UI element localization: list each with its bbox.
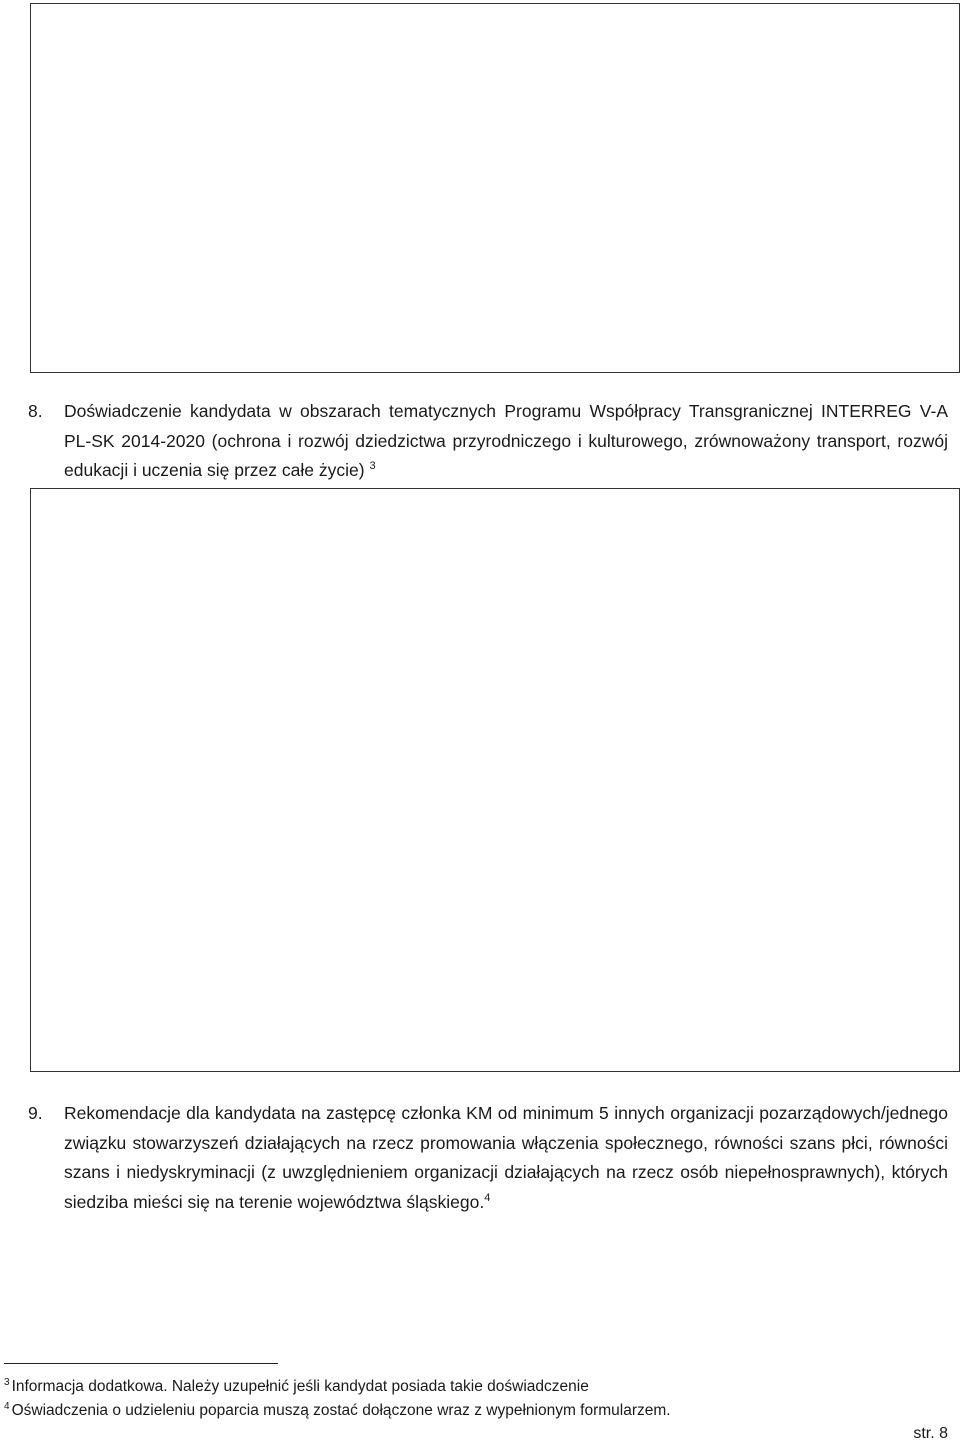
footnote-4 — [4, 1400, 944, 1422]
section-8-text: Doświadczenie kandydata w obszarach tematycznych Programu Współpracy Transgranicznej INTERREG V-A PL-SK 2014-2020 (ochrona i rozwój dziedzictwa przyrodniczego i kulturowego, zrównoważony transport, rozwój edukacji i uczenia się przez całe życie) — [64, 401, 948, 480]
footnote-separator — [4, 1363, 278, 1364]
footnote-3-marker: 3 — [4, 1377, 10, 1388]
section-8-heading — [28, 397, 948, 486]
section-9-heading — [28, 1099, 948, 1217]
footnote-3-text: Informacja dodatkowa. Należy uzupełnić jeśli kandydat posiada takie doświadczenie — [11, 1378, 589, 1395]
footnote-4-text: Oświadczenia o udzieleniu poparcia muszą zostać dołączone wraz z wypełnionym formularzem. — [11, 1402, 671, 1419]
section-9-text-block — [64, 1099, 948, 1217]
answer-box-section-8[interactable] — [30, 488, 960, 1072]
section-9-footnote-ref[interactable]: 4 — [484, 1191, 491, 1204]
footnote-3 — [4, 1376, 944, 1398]
section-9-number: 9. — [28, 1103, 43, 1123]
section-8-text-block — [64, 397, 948, 486]
answer-box-previous-section[interactable] — [30, 3, 960, 373]
section-9-text: Rekomendacje dla kandydata na zastępcę członka KM od minimum 5 innych organizacji pozarządowych/jednego związku stowarzyszeń działających na rzecz promowania włączenia społecznego, równości szans płci, równości szans i niedyskryminacji (z uwzględnieniem organizacji działających na rzecz osób niepełnosprawnych), których siedziba mieści się na terenie województwa śląskiego. — [64, 1103, 948, 1212]
section-8-footnote-ref[interactable]: 3 — [369, 460, 376, 472]
page-number: str. 8 — [913, 1425, 948, 1442]
section-8-number: 8. — [28, 401, 43, 421]
footnote-4-marker: 4 — [4, 1401, 10, 1412]
